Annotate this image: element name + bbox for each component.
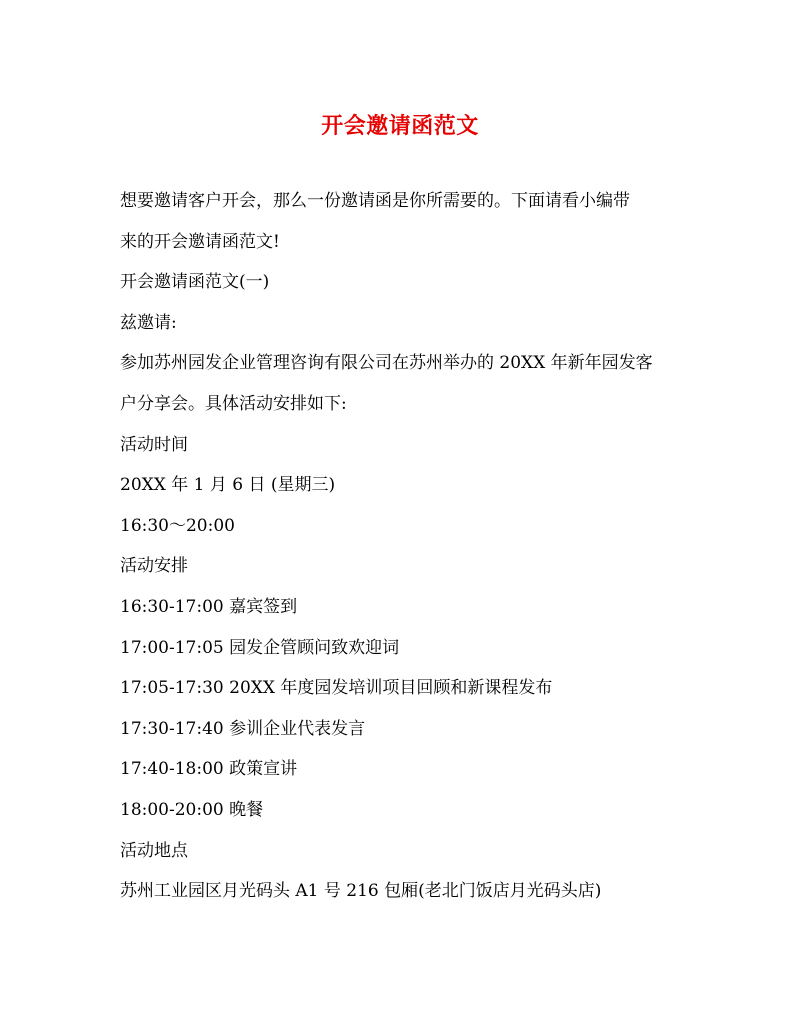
event-time-heading: 活动时间	[120, 434, 188, 455]
document-title: 开会邀请函范文	[321, 113, 479, 139]
salutation: 兹邀请:	[120, 312, 177, 333]
schedule-item: 17:40-18:00 政策宣讲	[120, 759, 298, 780]
document-body	[120, 181, 685, 912]
invitation-line-1: 参加苏州园发企业管理咨询有限公司在苏州举办的 20XX 年新年园发客	[120, 353, 653, 374]
schedule-item: 18:00-20:00 晚餐	[120, 799, 264, 820]
invitation-line-2: 户分享会。具体活动安排如下:	[120, 393, 347, 414]
schedule-item: 17:00-17:05 园发企管顾问致欢迎词	[120, 637, 400, 658]
schedule-item: 16:30-17:00 嘉宾签到	[120, 596, 298, 617]
venue-heading: 活动地点	[120, 840, 188, 861]
schedule-item: 17:30-17:40 参训企业代表发言	[120, 718, 366, 739]
schedule-item: 17:05-17:30 20XX 年度园发培训项目回顾和新课程发布	[120, 678, 553, 699]
schedule-heading: 活动安排	[120, 556, 188, 577]
intro-line-2: 来的开会邀请函范文!	[120, 231, 280, 252]
section-heading: 开会邀请函范文(一)	[120, 272, 270, 293]
event-time-range: 16:30～20:00	[120, 515, 235, 536]
intro-line-1: 想要邀请客户开会，那么一份邀请函是你所需要的。下面请看小编带	[120, 191, 630, 211]
event-date: 20XX 年 1 月 6 日 (星期三)	[120, 475, 336, 496]
venue-address: 苏州工业园区月光码头 A1 号 216 包厢(老北门饭店月光码头店)	[120, 881, 602, 902]
